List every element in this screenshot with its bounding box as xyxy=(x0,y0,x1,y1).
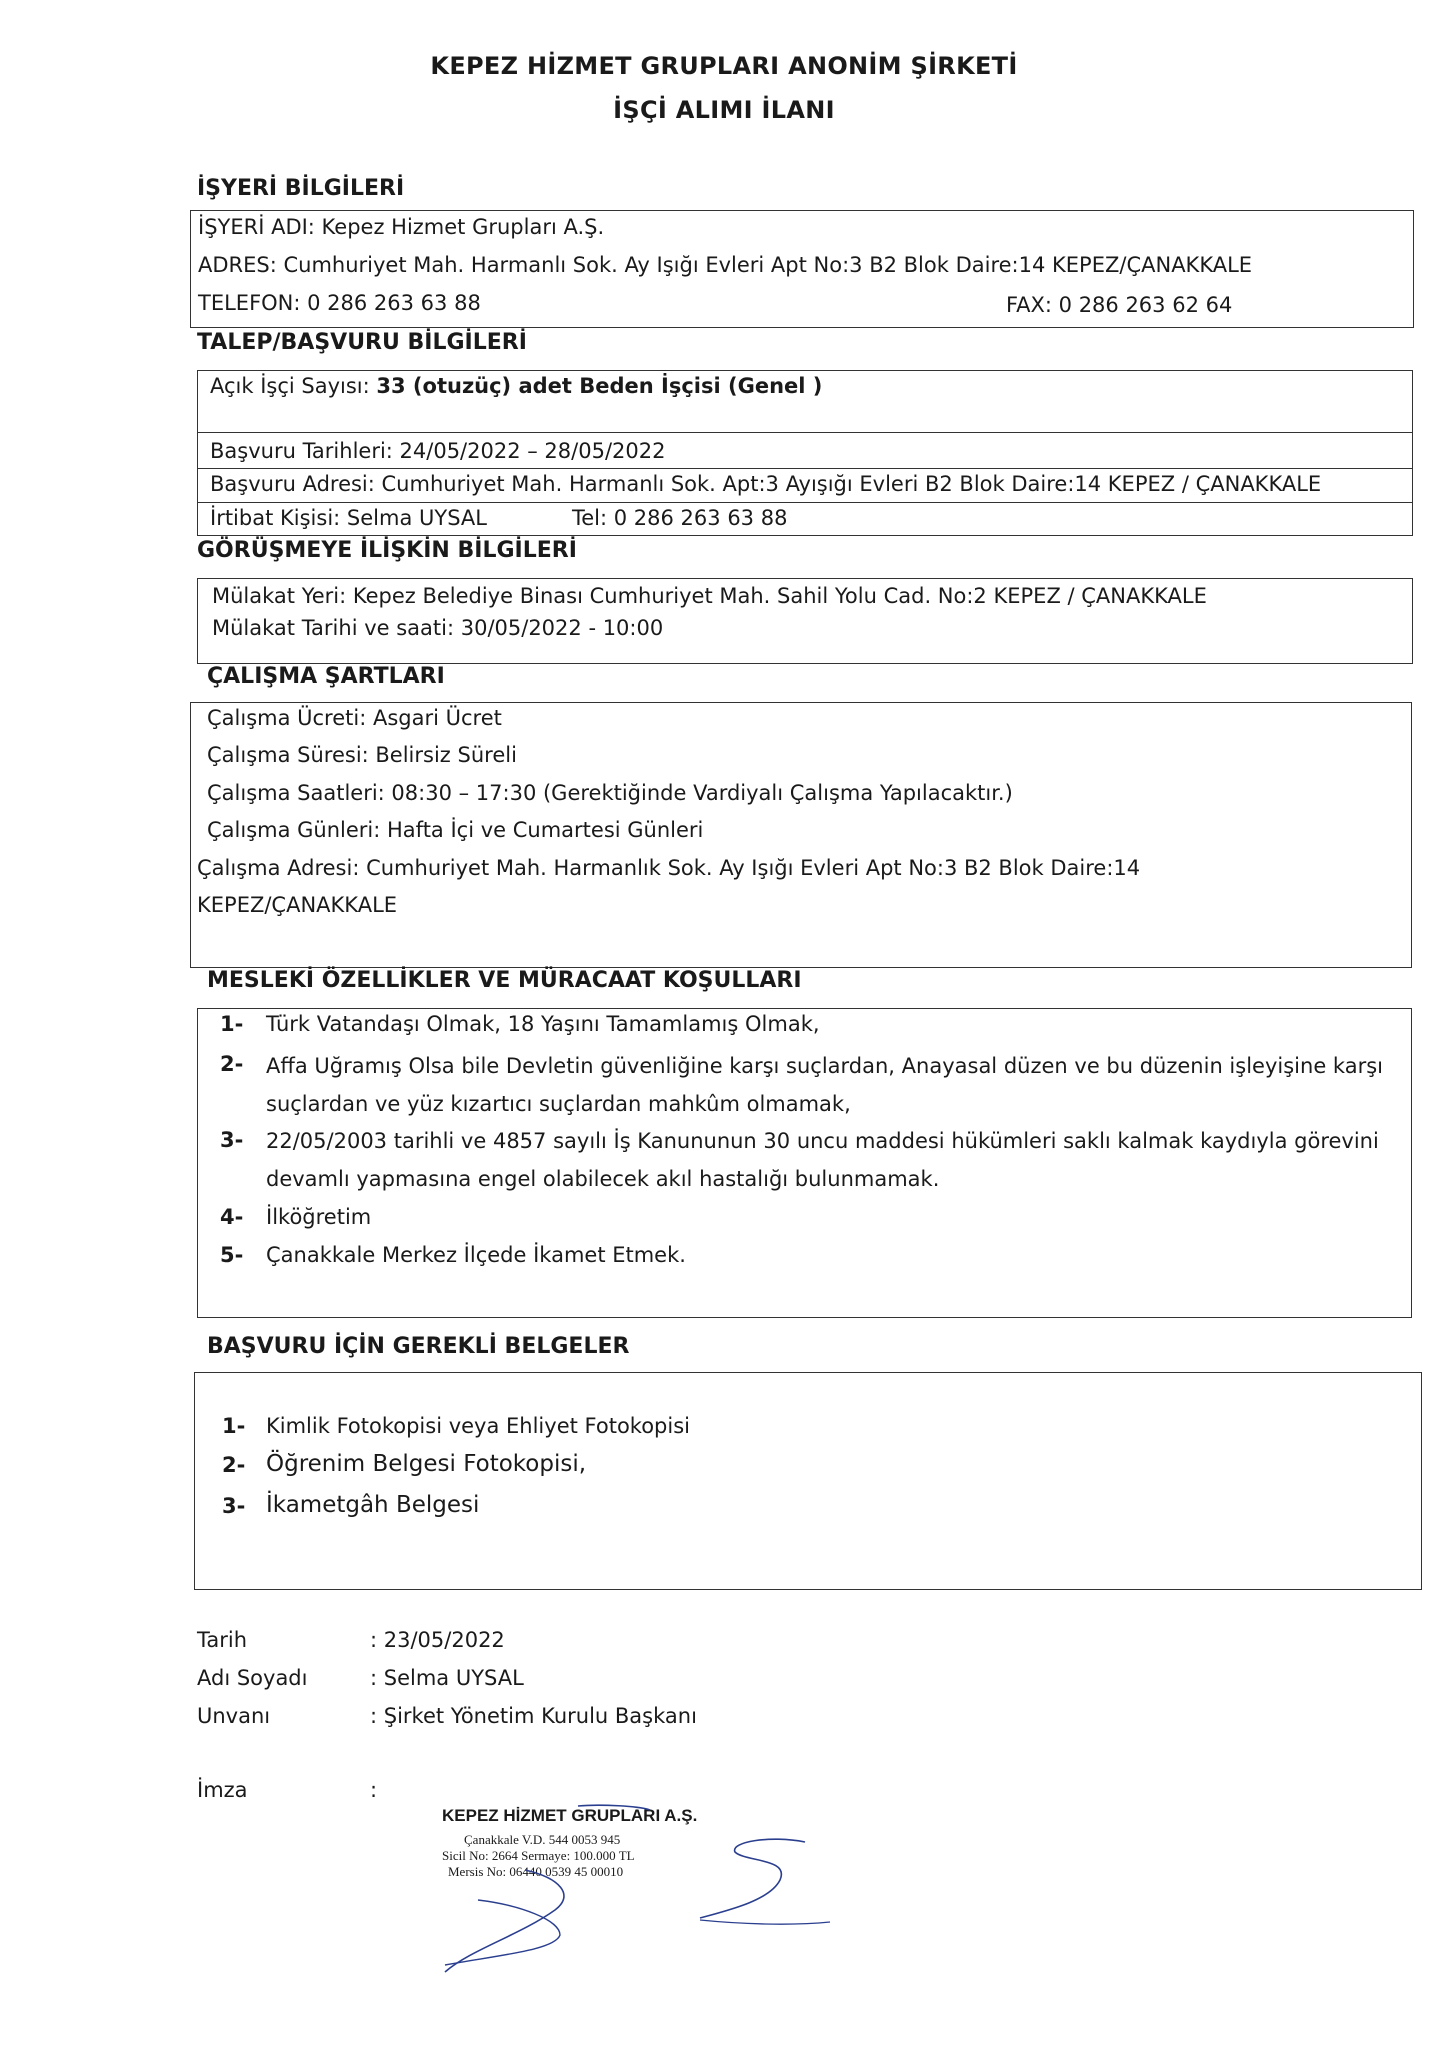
belge-number: 1- xyxy=(222,1414,246,1438)
isyeri-fax: FAX: 0 286 263 62 64 xyxy=(1006,293,1233,317)
footer-name-value: : Selma UYSAL xyxy=(370,1666,524,1690)
calisma-hours: Çalışma Saatleri: 08:30 – 17:30 (Gerektiğinde Vardiyalı Çalışma Yapılacaktır.) xyxy=(207,781,1013,805)
talep-heading: TALEP/BAŞVURU BİLGİLERİ xyxy=(197,330,527,355)
isyeri-heading: İŞYERİ BİLGİLERİ xyxy=(197,176,405,201)
belge-number: 2- xyxy=(222,1453,246,1477)
footer-title-value: : Şirket Yönetim Kurulu Başkanı xyxy=(370,1704,697,1728)
kosul-number: 4- xyxy=(220,1205,244,1229)
stamp-tax-office: Çanakkale V.D. 544 0053 945 xyxy=(464,1832,621,1847)
footer-sign-colon: : xyxy=(370,1778,378,1802)
calisma-heading: ÇALIŞMA ŞARTLARI xyxy=(207,664,445,689)
calisma-address-line2: KEPEZ/ÇANAKKALE xyxy=(197,893,398,917)
footer-date-label: Tarih xyxy=(197,1628,247,1652)
kosul-text: Affa Uğramış Olsa bile Devletin güvenliğine karşı suçlardan, Anayasal düzen ve bu düzenin işleyişine karşı xyxy=(266,1054,1383,1078)
kosul-text: İlköğretim xyxy=(266,1205,372,1229)
isyeri-name: İŞYERİ ADI: Kepez Hizmet Grupları A.Ş. xyxy=(198,215,605,239)
talep-contact: İrtibat Kişisi: Selma UYSAL xyxy=(210,506,487,530)
gorusme-place: Mülakat Yeri: Kepez Belediye Binası Cumhuriyet Mah. Sahil Yolu Cad. No:2 KEPEZ / ÇANAKKALE xyxy=(212,584,1207,608)
isyeri-address: ADRES: Cumhuriyet Mah. Harmanlı Sok. Ay Işığı Evleri Apt No:3 B2 Blok Daire:14 KEPEZ/ÇANAKKALE xyxy=(198,253,1253,277)
calisma-duration: Çalışma Süresi: Belirsiz Süreli xyxy=(207,743,517,767)
talep-open-value: 33 (otuzüç) adet Beden İşçisi (Genel ) xyxy=(376,374,823,398)
belge-text: Öğrenim Belgesi Fotokopisi, xyxy=(266,1451,587,1477)
talep-address: Başvuru Adresi: Cumhuriyet Mah. Harmanlı Sok. Apt:3 Ayışığı Evleri B2 Blok Daire:14 KEPEZ / ÇANAKKALE xyxy=(210,472,1322,496)
footer-date-value: : 23/05/2022 xyxy=(370,1628,505,1652)
stamp-registry: Sicil No: 2664 Sermaye: 100.000 TL xyxy=(442,1848,635,1863)
talep-contact-tel: Tel: 0 286 263 63 88 xyxy=(572,506,788,530)
gorusme-heading: GÖRÜŞMEYE İLİŞKİN BİLGİLERİ xyxy=(197,538,577,563)
isyeri-phone: TELEFON: 0 286 263 63 88 xyxy=(198,291,481,315)
stamp-mersis: Mersis No: 06440 0539 45 00010 xyxy=(448,1864,624,1879)
kosul-text-cont: suçlardan ve yüz kızartıcı suçlardan mahkûm olmamak, xyxy=(266,1092,851,1116)
belge-text: Kimlik Fotokopisi veya Ehliyet Fotokopisi xyxy=(266,1414,690,1438)
footer-name-label: Adı Soyadı xyxy=(197,1666,308,1690)
stamp-company: KEPEZ HİZMET GRUPLARI A.Ş. xyxy=(442,1806,698,1825)
calisma-days: Çalışma Günleri: Hafta İçi ve Cumartesi Günleri xyxy=(207,818,704,842)
kosul-number: 5- xyxy=(220,1243,244,1267)
document-title: İŞÇİ ALIMI İLANI xyxy=(613,96,835,124)
gorusme-datetime: Mülakat Tarihi ve saati: 30/05/2022 - 10:00 xyxy=(212,616,664,640)
footer-sign-label: İmza xyxy=(197,1778,248,1802)
kosul-number: 1- xyxy=(220,1012,244,1036)
kosul-number: 3- xyxy=(220,1128,244,1152)
belge-number: 3- xyxy=(222,1494,246,1518)
belge-text: İkametgâh Belgesi xyxy=(266,1492,480,1518)
talep-dates: Başvuru Tarihleri: 24/05/2022 – 28/05/2022 xyxy=(210,439,666,463)
kosul-text: Türk Vatandaşı Olmak, 18 Yaşını Tamamlamış Olmak, xyxy=(266,1012,820,1036)
belgeler-heading: BAŞVURU İÇİN GEREKLİ BELGELER xyxy=(207,1334,630,1359)
kosul-text: 22/05/2003 tarihli ve 4857 sayılı İş Kanununun 30 uncu maddesi hükümleri saklı kalmak kaydıyla görevini xyxy=(266,1129,1379,1153)
kosul-text-cont: devamlı yapmasına engel olabilecek akıl hastalığı bulunmamak. xyxy=(266,1167,940,1191)
kosullar-heading: MESLEKİ ÖZELLİKLER VE MÜRACAAT KOŞULLARI xyxy=(207,968,802,993)
company-title: KEPEZ HİZMET GRUPLARI ANONİM ŞİRKETİ xyxy=(430,52,1018,80)
kosul-text: Çanakkale Merkez İlçede İkamet Etmek. xyxy=(266,1243,686,1267)
calisma-wage: Çalışma Ücreti: Asgari Ücret xyxy=(207,706,502,730)
calisma-address: Çalışma Adresi: Cumhuriyet Mah. Harmanlık Sok. Ay Işığı Evleri Apt No:3 B2 Blok Daire:14 xyxy=(197,856,1141,880)
kosul-number: 2- xyxy=(220,1052,244,1076)
talep-open-label: Açık İşçi Sayısı: xyxy=(210,374,377,398)
footer-title-label: Unvanı xyxy=(197,1704,271,1728)
